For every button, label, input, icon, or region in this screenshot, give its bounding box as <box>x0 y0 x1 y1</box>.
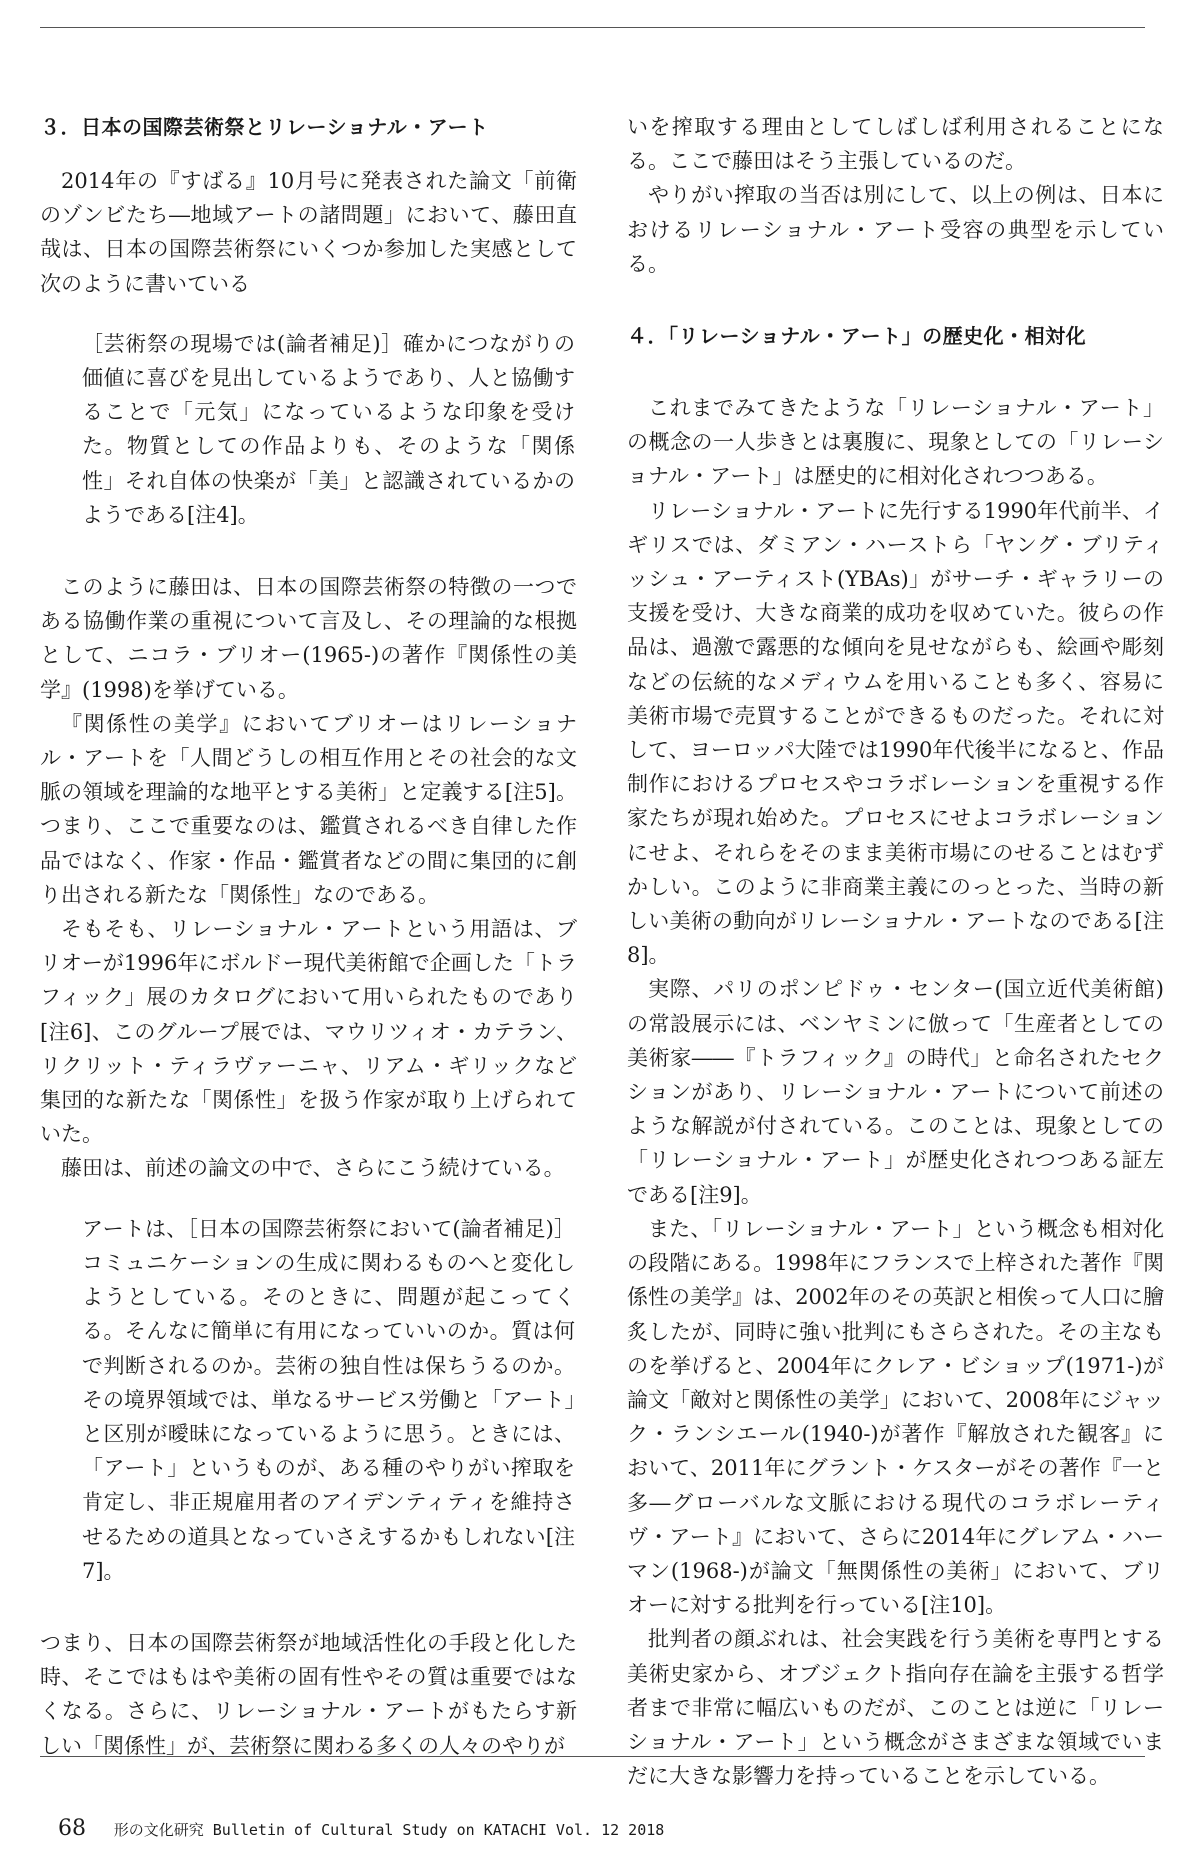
paragraph: これまでみてきたような「リレーショナル・アート」の概念の一人歩きとは裏腹に、現象としての「リレーショナル・アート」は歴史的に相対化されつつある。 <box>627 396 1164 489</box>
block-quote <box>40 1212 577 1588</box>
paragraph: そもそも、リレーショナル・アートという用語は、ブリオーが1996年にボルドー現代美術館で企画した「トラフィック」展のカタログにおいて用いられたものであり[注6]、このグループ展では、マウリツィオ・カテラン、リクリット・ティラヴァーニャ、リアム・ギリックなど集団的な新たな「関係性」を扱う作家が取り上げられていた。 <box>40 917 577 1147</box>
paragraph: いを搾取する理由としてしばしば利用されることになる。ここで藤田はそう主張しているのだ。 <box>627 115 1164 174</box>
section-4-heading: ４．「リレーショナル・アート」の歴史化・相対化 <box>627 324 1087 349</box>
paragraph: 実際、パリのポンピドゥ・センター(国立近代美術館)の常設展示には、ベンヤミンに倣って「生産者としての美術家――『トラフィック』の時代」と命名されたセクションがあり、リレーショナル・アートについて前述のような解説が付されている。このことは、現象としての「リレーショナル・アート」が歴史化されつつある証左である[注9]。 <box>627 977 1164 1207</box>
paragraph: リレーショナル・アートに先行する1990年代前半、イギリスでは、ダミアン・ハーストら「ヤング・ブリティッシュ・アーティスト(YBAs)」がサーチ・ギャラリーの支援を受け、大きな商業的成功を収めていた。彼らの作品は、過激で露悪的な傾向を見せながらも、絵画や彫刻などの伝統的なメディウムを用いることも多く、容易に美術市場で売買することができるものだった。それに対して、ヨーロッパ大陸では1990年代後半になると、作品制作におけるプロセスやコラボレーションを重視する作家たちが現れ始めた。プロセスにせよコラボレーションにせよ、それらをそのまま美術市場にのせることはむずかしい。このように非商業主義にのっとった、当時の新しい美術の動向がリレーショナル・アートなのである[注8]。 <box>627 498 1164 968</box>
paragraph: また、「リレーショナル・アート」という概念も相対化の段階にある。1998年にフランスで上梓された著作『関係性の美学』は、2002年のその英訳と相俟って人口に膾炙したが、同時に強い批判にもさらされた。その主なものを挙げると、2004年にクレア・ビショップ(1971-)が論文「敵対と関係性の美学」において、2008年にジャック・ランシエール(1940-)が著作『解放された観客』において、2011年にグラント・ケスターがその著作『一と多―グローバルな文脈における現代のコラボレーティヴ・アート』において、さらに2014年にグレアム・ハーマン(1968-)が論文「無関係性の美術」において、ブリオーに対する批判を行っている[注10]。 <box>627 1216 1164 1618</box>
right-column <box>627 110 1164 1793</box>
block-quote <box>40 327 577 532</box>
paragraph: 『関係性の美学』においてブリオーはリレーショナル・アートを「人間どうしの相互作用とその社会的な文脈の領域を理論的な地平とする美術」と定義する[注5]。つまり、ここで重要なのは、鑑賞されるべき自律した作品ではなく、作家・作品・鑑賞者などの間に集団的に創り出される新たな「関係性」なのである。 <box>40 711 577 907</box>
paragraph: やりがい搾取の当否は別にして、以上の例は、日本におけるリレーショナル・アート受容の典型を示している。 <box>627 183 1164 276</box>
paragraph: 2014年の『すばる』10月号に発表された論文「前衛のゾンビたち―地域アートの諸問題」において、藤田直哉は、日本の国際芸術祭にいくつか参加した実感として次のように書いている <box>40 169 577 296</box>
quote-text: アートは、［日本の国際芸術祭において(論者補足)］コミュニケーションの生成に関わるものへと変化しようとしている。そのときに、問題が起こってくる。そんなに簡単に有用になっていいのか。質は何で判断されるのか。芸術の独自性は保ちうるのか。その境界領域では、単なるサービス労働と「アート」と区別が曖昧になっているように思う。ときには、「アート」というものが、ある種のやりがい搾取を肯定し、非正規雇用者のアイデンティティを維持させるための道具となっていさえするかもしれない[注7]。 <box>82 1216 575 1583</box>
page-footer <box>58 1816 664 1841</box>
left-column <box>40 110 577 1763</box>
paragraph: 批判者の顔ぶれは、社会実践を行う美術を専門とする美術史家から、オブジェクト指向存在論を主張する哲学者まで非常に幅広いものだが、このことは逆に「リレーショナル・アート」という概念がさまざまな領域でいまだに大きな影響力を持っていることを示している。 <box>627 1627 1164 1789</box>
journal-title: 形の文化研究 Bulletin of Cultural Study on KATACHI Vol. 12 2018 <box>113 1821 665 1839</box>
footer-rule <box>40 1756 1145 1757</box>
quote-text: ［芸術祭の現場では(論者補足)］確かにつながりの価値に喜びを見出しているようであり、人と協働することで「元気」になっているような印象を受けた。物質としての作品よりも、そのような「関係性」それ自体の快楽が「美」と認識されているかのようである[注4]。 <box>82 331 575 527</box>
page-number: 68 <box>58 1816 86 1841</box>
section-3-heading: ３．日本の国際芸術祭とリレーショナル・アート <box>40 115 489 139</box>
paragraph: つまり、日本の国際芸術祭が地域活性化の手段と化した時、そこではもはや美術の固有性やその質は重要ではなくなる。さらに、リレーショナル・アートがもたらす新しい「関係性」が、芸術祭に関わる多くの人々のやりが <box>40 1630 577 1758</box>
paragraph: 藤田は、前述の論文の中で、さらにこう続けている。 <box>61 1156 565 1181</box>
paragraph: このように藤田は、日本の国際芸術祭の特徴の一つである協働作業の重視について言及し、その理論的な根拠として、ニコラ・ブリオー(1965-)の著作『関係性の美学』(1998)を挙げている。 <box>40 575 577 702</box>
header-rule <box>40 27 1145 28</box>
